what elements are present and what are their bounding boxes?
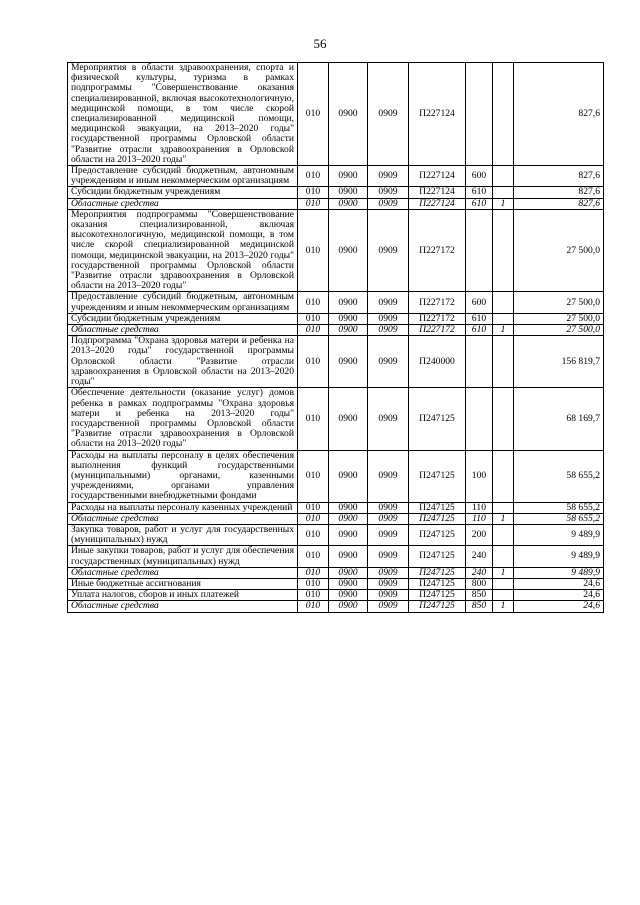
subsection-code-cell: 0909 [368,567,409,578]
subsection-code-cell: 0909 [368,292,409,313]
expense-type-cell: 100 [466,450,493,502]
table-row [68,187,604,198]
table-body [68,63,604,613]
expense-type-cell: 240 [466,567,493,578]
sub-code-cell [493,388,514,450]
expense-type-cell: 610 [466,198,493,209]
row-name-text: Иные бюджетные ассигнования [71,577,201,589]
subsection-code-cell: 0909 [368,546,409,567]
row-name-text: Расходы на выплаты персоналу в целях обеспечения выполнения функций государственными (муниципальными) органами, казенными учреждениями, органами управления государственными внебюджетными фондами [71,449,294,502]
row-name-text: Субсидии бюджетным учреждениям [71,312,221,324]
sub-code-cell [493,336,514,388]
sub-code-cell [493,187,514,198]
subsection-code-cell: 0909 [368,590,409,601]
table-row [68,313,604,324]
target-article-cell: П240000 [409,336,466,388]
row-name-cell [68,313,298,324]
subsection-code-cell: 0909 [368,187,409,198]
row-name-cell [68,601,298,612]
expense-type-cell: 850 [466,590,493,601]
expense-type-cell: 800 [466,578,493,589]
amount-cell: 24,6 [514,601,604,612]
section-code-cell: 0900 [329,502,368,513]
table-row [68,601,604,612]
table-row [68,590,604,601]
section-code-cell: 0900 [329,513,368,524]
target-article-cell: П247125 [409,590,466,601]
target-article-cell: П247125 [409,513,466,524]
subsection-code-cell: 0909 [368,63,409,166]
target-article-cell: П247125 [409,388,466,450]
target-article-cell: П227172 [409,313,466,324]
subsection-code-cell: 0909 [368,513,409,524]
amount-cell: 27 500,0 [514,209,604,292]
subsection-code-cell: 0909 [368,601,409,612]
row-name-text: Областные средства [71,600,159,612]
target-article-cell: П247125 [409,601,466,612]
amount-cell: 827,6 [514,198,604,209]
section-code-cell: 0900 [329,336,368,388]
section-code-cell: 0900 [329,187,368,198]
sub-code-cell [493,546,514,567]
target-article-cell: П227172 [409,325,466,336]
row-name-cell [68,590,298,601]
target-article-cell: П247125 [409,546,466,567]
row-name-text: Областные средства [71,197,159,209]
expense-type-cell [466,336,493,388]
grbs-code-cell: 010 [298,209,329,292]
amount-cell: 827,6 [514,63,604,166]
row-name-cell [68,336,298,388]
grbs-code-cell: 010 [298,336,329,388]
grbs-code-cell: 010 [298,567,329,578]
sub-code-cell [493,313,514,324]
row-name-cell [68,546,298,567]
expense-type-cell: 240 [466,546,493,567]
grbs-code-cell: 010 [298,601,329,612]
expense-type-cell: 600 [466,292,493,313]
row-name-cell [68,513,298,524]
target-article-cell: П227124 [409,63,466,166]
row-name-cell [68,502,298,513]
amount-cell: 9 489,9 [514,546,604,567]
expense-type-cell: 610 [466,313,493,324]
row-name-text: Расходы на выплаты персоналу казенных учреждений [71,501,293,513]
table-row [68,524,604,545]
sub-code-cell: 1 [493,567,514,578]
grbs-code-cell: 010 [298,524,329,545]
section-code-cell: 0900 [329,292,368,313]
target-article-cell: П227124 [409,198,466,209]
row-name-text: Предоставление субсидий бюджетным, автономным учреждениям и иным некоммерческим организациям [71,165,294,187]
grbs-code-cell: 010 [298,578,329,589]
sub-code-cell: 1 [493,198,514,209]
table-row [68,513,604,524]
amount-cell: 827,6 [514,166,604,187]
amount-cell: 156 819,7 [514,336,604,388]
amount-cell: 24,6 [514,590,604,601]
subsection-code-cell: 0909 [368,524,409,545]
section-code-cell: 0900 [329,578,368,589]
target-article-cell: П227172 [409,209,466,292]
target-article-cell: П227124 [409,166,466,187]
target-article-cell: П247125 [409,502,466,513]
target-article-cell: П247125 [409,524,466,545]
sub-code-cell: 1 [493,601,514,612]
subsection-code-cell: 0909 [368,313,409,324]
table-row [68,567,604,578]
amount-cell: 9 489,9 [514,524,604,545]
amount-cell: 68 169,7 [514,388,604,450]
table-row [68,292,604,313]
section-code-cell: 0900 [329,450,368,502]
budget-table [67,62,604,613]
amount-cell: 58 655,2 [514,502,604,513]
table-row [68,166,604,187]
row-name-text: Предоставление субсидий бюджетным, автономным учреждениям и иным некоммерческим организациям [71,291,294,313]
subsection-code-cell: 0909 [368,198,409,209]
row-name-text: Областные средства [71,324,159,336]
subsection-code-cell: 0909 [368,578,409,589]
section-code-cell: 0900 [329,325,368,336]
expense-type-cell [466,388,493,450]
subsection-code-cell: 0909 [368,450,409,502]
row-name-text: Закупка товаров, работ и услуг для государственных (муниципальных) нужд [71,523,294,546]
amount-cell: 9 489,9 [514,567,604,578]
target-article-cell: П247125 [409,450,466,502]
grbs-code-cell: 010 [298,513,329,524]
sub-code-cell [493,578,514,589]
sub-code-cell [493,63,514,166]
sub-code-cell [493,502,514,513]
grbs-code-cell: 010 [298,590,329,601]
amount-cell: 27 500,0 [514,325,604,336]
subsection-code-cell: 0909 [368,388,409,450]
section-code-cell: 0900 [329,590,368,601]
target-article-cell: П247125 [409,578,466,589]
row-name-cell [68,292,298,313]
table-row [68,325,604,336]
amount-cell: 27 500,0 [514,292,604,313]
row-name-text: Уплата налогов, сборов и иных платежей [71,589,240,601]
row-name-text: Мероприятия подпрограммы "Совершенствование оказания специализированной, включая высокотехнологичную, медицинской помощи, в том числе скорой специализированной медицинской помощи, медицинской эвакуации, на 2013–2020 годы" государственной программы Орловской области "Развитие отрасли здравоохранения в Орловской области на 2013–2020 годы" [71,208,294,292]
section-code-cell: 0900 [329,63,368,166]
subsection-code-cell: 0909 [368,502,409,513]
sub-code-cell [493,166,514,187]
expense-type-cell: 600 [466,166,493,187]
grbs-code-cell: 010 [298,292,329,313]
expense-type-cell: 110 [466,502,493,513]
row-name-text: Иные закупки товаров, работ и услуг для обеспечения государственных (муниципальных) нужд [71,545,294,567]
section-code-cell: 0900 [329,313,368,324]
expense-type-cell: 200 [466,524,493,545]
expense-type-cell [466,63,493,166]
row-name-cell [68,325,298,336]
section-code-cell: 0900 [329,209,368,292]
section-code-cell: 0900 [329,567,368,578]
table-row [68,209,604,292]
grbs-code-cell: 010 [298,450,329,502]
row-name-cell [68,578,298,589]
expense-type-cell: 850 [466,601,493,612]
row-name-text: Областные средства [71,512,159,524]
grbs-code-cell: 010 [298,187,329,198]
grbs-code-cell: 010 [298,502,329,513]
grbs-code-cell: 010 [298,325,329,336]
amount-cell: 58 655,2 [514,513,604,524]
page-number: 56 [313,36,327,51]
section-code-cell: 0900 [329,388,368,450]
row-name-text: Обеспечение деятельности (оказание услуг) домов ребенка в рамках подпрограммы "Охрана здоровья матери и ребенка на 2013–2020 годы" государственной программы Орловской области "Развитие отрасли здравоохранения в Орловской области на 2013–2020 годы" [71,387,294,450]
subsection-code-cell: 0909 [368,209,409,292]
amount-cell: 58 655,2 [514,450,604,502]
grbs-code-cell: 010 [298,63,329,166]
row-name-text: Подпрограмма "Охрана здоровья матери и ребенка на 2013–2020 годы" государственной программы Орловской области "Развитие отрасли здравоохранения в Орловской области на 2013–2020 годы" [71,335,294,388]
row-name-cell [68,187,298,198]
grbs-code-cell: 010 [298,166,329,187]
amount-cell: 24,6 [514,578,604,589]
expense-type-cell: 110 [466,513,493,524]
sub-code-cell [493,209,514,292]
sub-code-cell [493,292,514,313]
expense-type-cell: 610 [466,187,493,198]
expense-type-cell: 610 [466,325,493,336]
row-name-text: Субсидии бюджетным учреждениям [71,186,221,198]
sub-code-cell [493,450,514,502]
section-code-cell: 0900 [329,166,368,187]
table-row [68,388,604,450]
row-name-cell [68,63,298,166]
table-row [68,450,604,502]
section-code-cell: 0900 [329,524,368,545]
table-row [68,502,604,513]
amount-cell: 27 500,0 [514,313,604,324]
sub-code-cell: 1 [493,513,514,524]
table-row [68,336,604,388]
row-name-cell [68,524,298,545]
expense-type-cell [466,209,493,292]
target-article-cell: П227172 [409,292,466,313]
table-row [68,63,604,166]
target-article-cell: П227124 [409,187,466,198]
table-row [68,546,604,567]
row-name-text: Мероприятия в области здравоохранения, спорта и физической культуры, туризма в рамках подпрограммы "Совершенствование оказания специализированной, включая высокотехнологичную, медицинской помощи, в том числе скорой специализированной медицинской помощи, медицинской эвакуации, на 2013–2020 годы" государственной программы Орловской области "Развитие отрасли здравоохранения в Орловской области на 2013–2020 годы" [71,62,294,165]
row-name-cell [68,567,298,578]
section-code-cell: 0900 [329,601,368,612]
row-name-cell [68,166,298,187]
row-name-cell [68,209,298,292]
subsection-code-cell: 0909 [368,325,409,336]
sub-code-cell: 1 [493,325,514,336]
section-code-cell: 0900 [329,198,368,209]
row-name-cell [68,388,298,450]
row-name-cell [68,450,298,502]
subsection-code-cell: 0909 [368,336,409,388]
table-row [68,578,604,589]
target-article-cell: П247125 [409,567,466,578]
grbs-code-cell: 010 [298,388,329,450]
grbs-code-cell: 010 [298,546,329,567]
amount-cell: 827,6 [514,187,604,198]
section-code-cell: 0900 [329,546,368,567]
row-name-text: Областные средства [71,566,159,578]
grbs-code-cell: 010 [298,313,329,324]
sub-code-cell [493,524,514,545]
row-name-cell [68,198,298,209]
subsection-code-cell: 0909 [368,166,409,187]
table-row [68,198,604,209]
sub-code-cell [493,590,514,601]
grbs-code-cell: 010 [298,198,329,209]
